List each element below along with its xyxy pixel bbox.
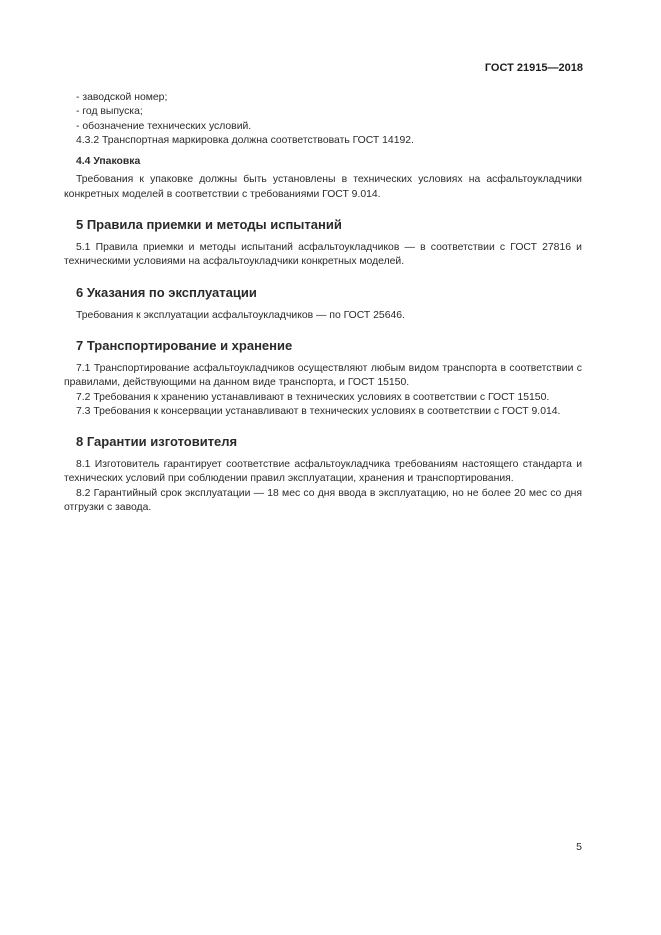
list-item: - обозначение технических условий. xyxy=(76,120,252,132)
clause-8-2: 8.2 Гарантийный срок эксплуатации — 18 мес со дня ввода в эксплуатацию, но не более 20 мес со дня отгрузки с завода. xyxy=(64,487,582,514)
clause-7-2: 7.2 Требования к хранению устанавливают в технических условиях в соответствии с ГОСТ 15150. xyxy=(76,391,550,403)
clause-5-1: 5.1 Правила приемки и методы испытаний асфальтоукладчиков — в соответствии с ГОСТ 27816 и техническими условиями на асфальтоукладчики конкретных моделей. xyxy=(64,242,582,268)
section-7-heading: 7 Транспортирование и хранение xyxy=(76,337,293,353)
page-content xyxy=(64,91,582,515)
section-6-heading: 6 Указания по эксплуатации xyxy=(76,284,257,300)
clause-8-1: 8.1 Изготовитель гарантирует соответствие асфальтоукладчика требованиям настоящего стандарта и технических условий при соблюдении правил эксплуатации, хранения и транспортирования. xyxy=(64,459,582,485)
list-item: - год выпуска; xyxy=(76,106,143,118)
clause-4-4-text: Требования к упаковке должны быть установлены в технических условиях на асфальтоукладчики конкретных моделей в соответствии с требованиями ГОСТ 9.014. xyxy=(64,174,582,200)
clause-7-1: 7.1 Транспортирование асфальтоукладчиков осуществляют любым видом транспорта в соответствии с правилами, действующими на данном виде транспорта, и ГОСТ 15150. xyxy=(64,362,582,389)
clause-7-3: 7.3 Требования к консервации устанавливают в технических условиях в соответствии с ГОСТ 9.014. xyxy=(76,405,561,417)
document-code: ГОСТ 21915—2018 xyxy=(484,62,583,74)
section-6-text: Требования к эксплуатации асфальтоукладчиков — по ГОСТ 25646. xyxy=(76,309,405,321)
section-5-heading: 5 Правила приемки и методы испытаний xyxy=(76,217,342,233)
list-item: - заводской номер; xyxy=(76,92,168,103)
section-8-heading: 8 Гарантии изготовителя xyxy=(76,434,238,450)
clause-4-3-2: 4.3.2 Транспортная маркировка должна соответствовать ГОСТ 14192. xyxy=(76,134,414,146)
subheading-4-4: 4.4 Упаковка xyxy=(76,156,141,168)
page-number: 5 xyxy=(576,841,582,853)
